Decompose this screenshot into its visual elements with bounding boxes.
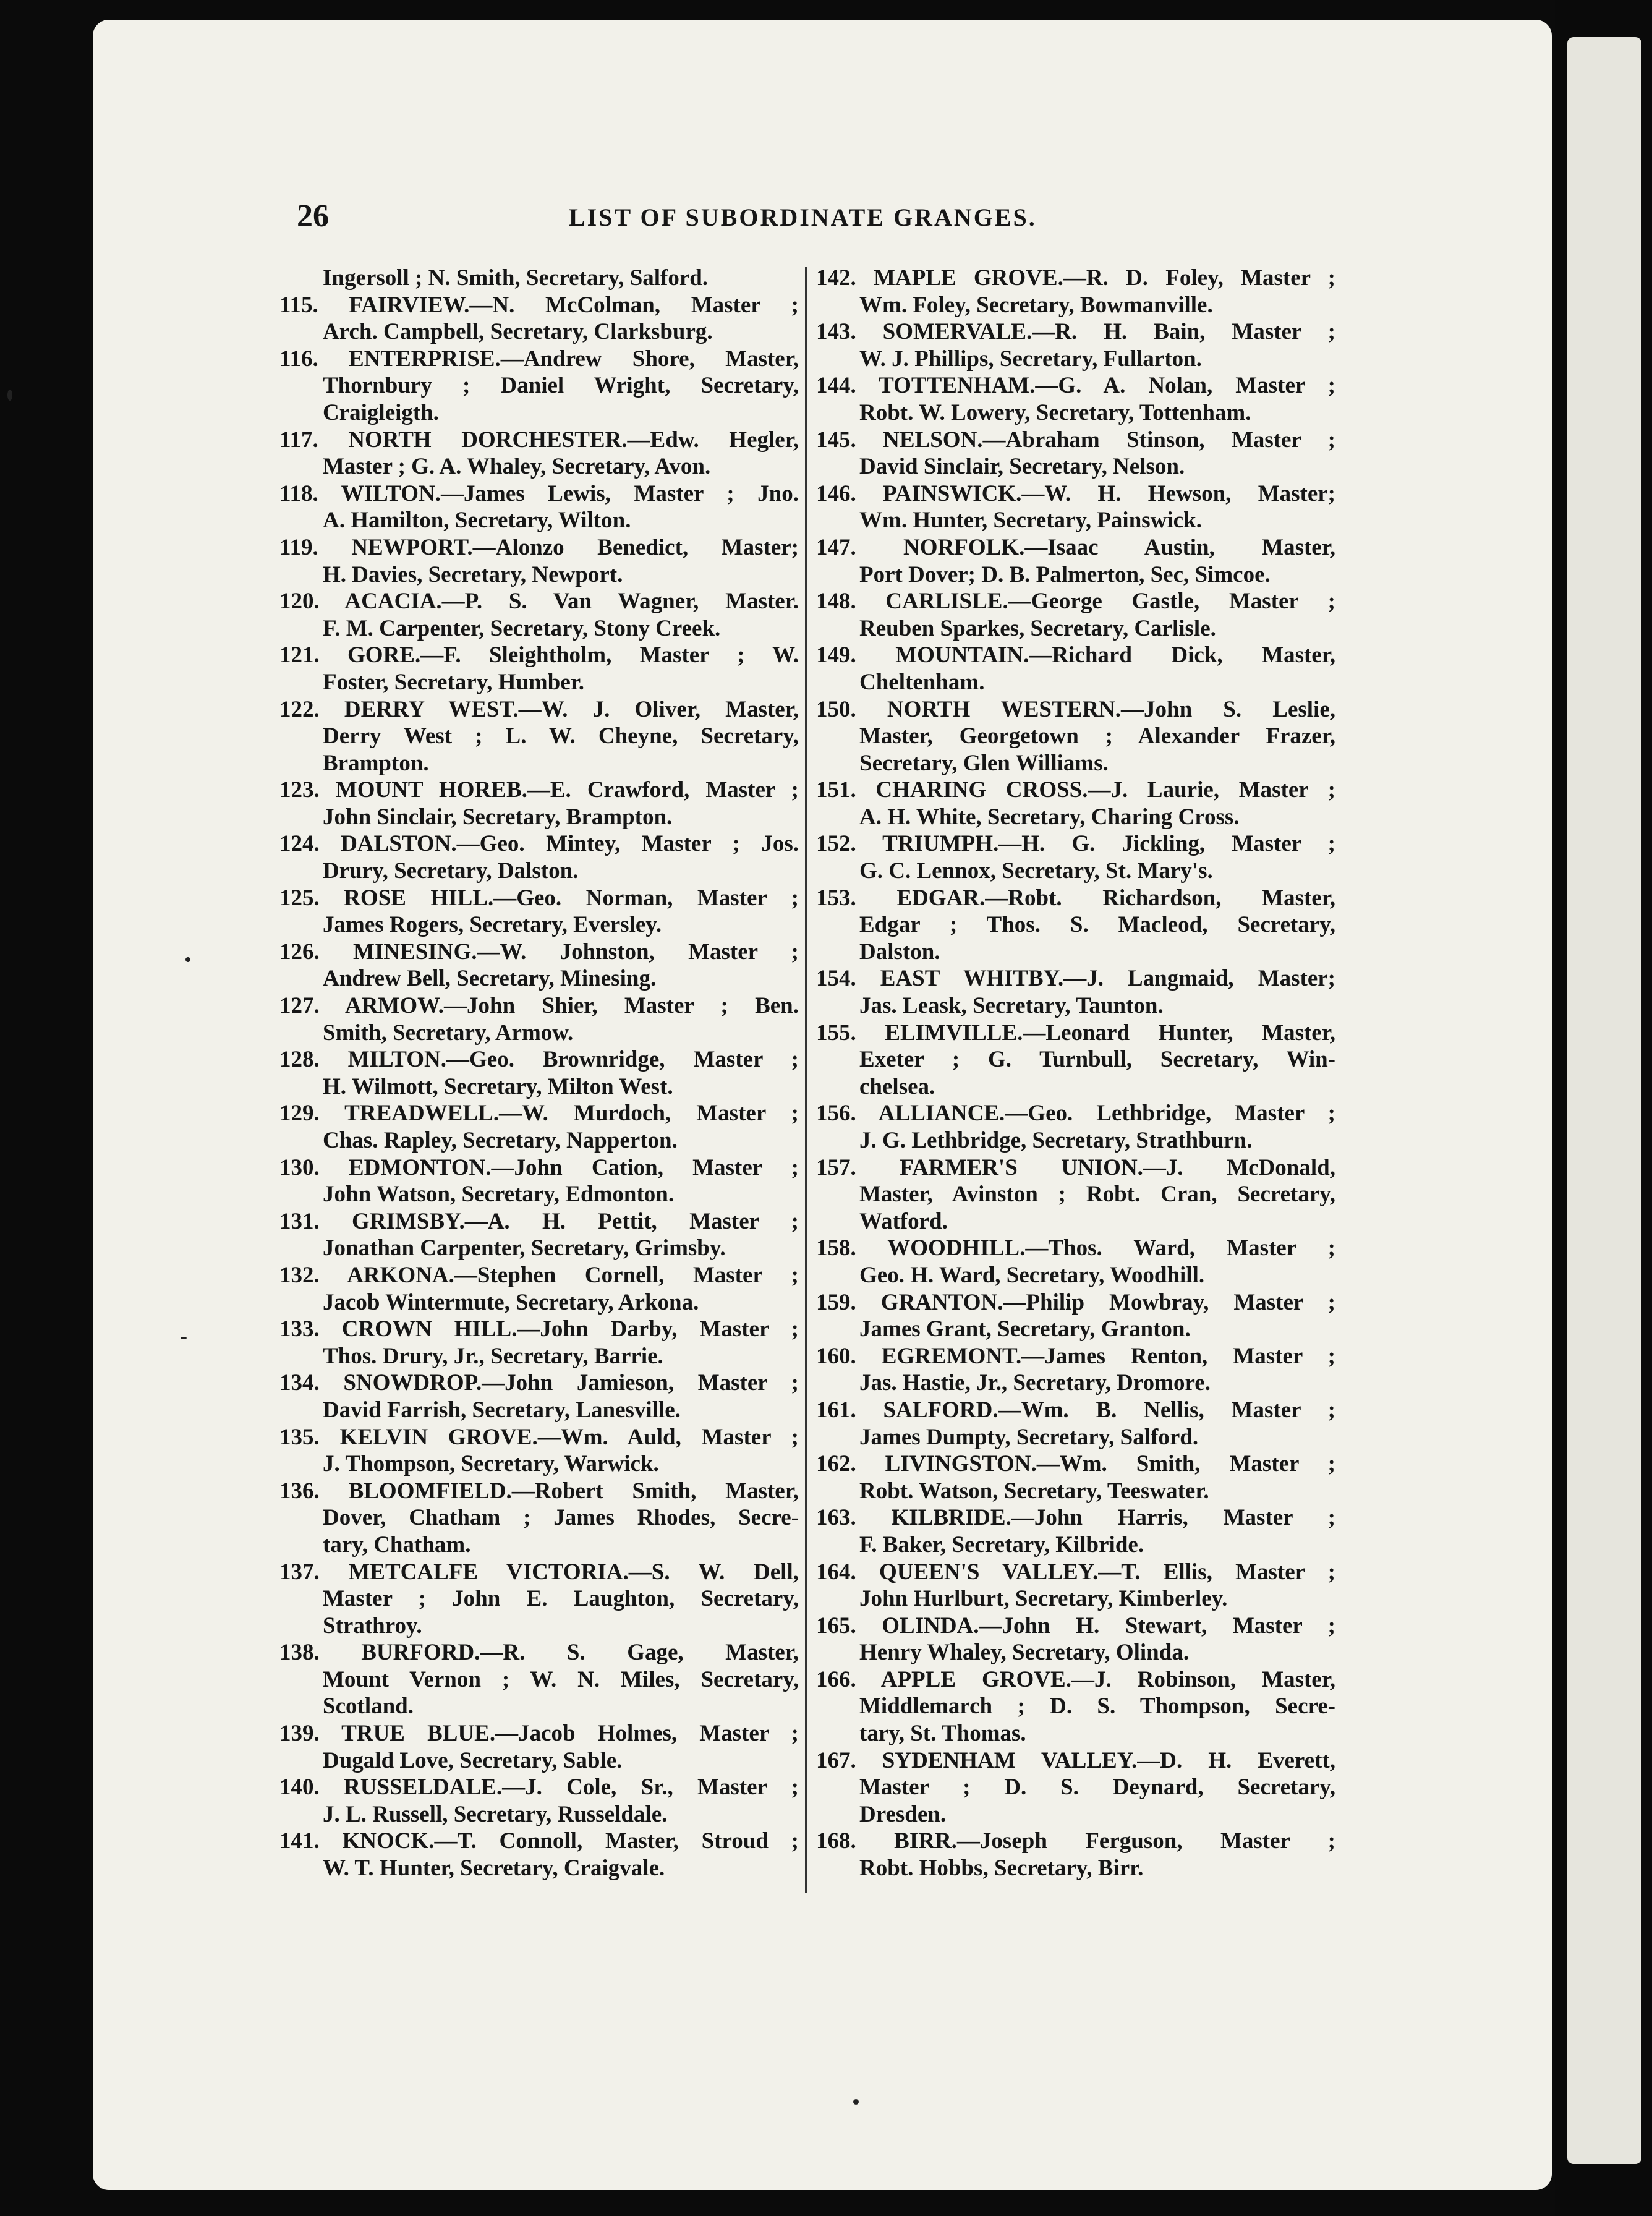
text-line: James Grant, Secretary, Granton. xyxy=(859,1316,1191,1342)
text-line: 167. SYDENHAM VALLEY.—D. H. Everett, xyxy=(816,1747,1335,1773)
text-line: John Hurlburt, Secretary, Kimberley. xyxy=(859,1586,1228,1612)
text-line: A. H. White, Secretary, Charing Cross. xyxy=(859,804,1240,830)
text-line: 166. APPLE GROVE.—J. Robinson, Master, xyxy=(816,1666,1335,1692)
text-line: James Rogers, Secretary, Eversley. xyxy=(323,912,662,938)
text-line: James Dumpty, Secretary, Salford. xyxy=(859,1424,1199,1450)
text-line: 149. MOUNTAIN.—Richard Dick, Master, xyxy=(816,642,1335,668)
text-line: David Farrish, Secretary, Lanesville. xyxy=(323,1397,681,1423)
text-line: Thornbury ; Daniel Wright, Secretary, xyxy=(323,373,799,399)
text-line: 158. WOODHILL.—Thos. Ward, Master ; xyxy=(816,1235,1335,1261)
text-line: J. G. Lethbridge, Secretary, Strathburn. xyxy=(859,1128,1253,1153)
text-line: Brampton. xyxy=(323,750,429,776)
text-line: 164. QUEEN'S VALLEY.—T. Ellis, Master ; xyxy=(816,1559,1335,1585)
text-line: 156. ALLIANCE.—Geo. Lethbridge, Master ; xyxy=(816,1101,1335,1127)
text-line: Dalston. xyxy=(859,939,940,965)
text-line: 148. CARLISLE.—George Gastle, Master ; xyxy=(816,589,1335,615)
text-line: 120. ACACIA.—P. S. Van Wagner, Master. xyxy=(279,589,799,615)
text-line: Thos. Drury, Jr., Secretary, Barrie. xyxy=(323,1343,663,1369)
text-line: 123. MOUNT HOREB.—E. Crawford, Master ; xyxy=(279,777,799,803)
text-line: Jas. Hastie, Jr., Secretary, Dromore. xyxy=(859,1370,1211,1396)
text-line: 118. WILTON.—James Lewis, Master ; Jno. xyxy=(279,480,799,506)
page-title: LIST OF SUBORDINATE GRANGES. xyxy=(569,203,1037,231)
text-line: 130. EDMONTON.—John Cation, Master ; xyxy=(279,1154,799,1180)
text-line: F. Baker, Secretary, Kilbride. xyxy=(859,1532,1144,1558)
text-line: 145. NELSON.—Abraham Stinson, Master ; xyxy=(816,427,1335,453)
text-line: Robt. Hobbs, Secretary, Birr. xyxy=(859,1856,1144,1881)
text-line: 137. METCALFE VICTORIA.—S. W. Dell, xyxy=(279,1559,799,1585)
text-line: 141. KNOCK.—T. Connoll, Master, Stroud ; xyxy=(279,1828,799,1854)
text-line: 135. KELVIN GROVE.—Wm. Auld, Master ; xyxy=(279,1424,799,1450)
text-line: 160. EGREMONT.—James Renton, Master ; xyxy=(816,1343,1335,1369)
text-line: 136. BLOOMFIELD.—Robert Smith, Master, xyxy=(279,1478,799,1504)
text-line: 151. CHARING CROSS.—J. Laurie, Master ; xyxy=(816,777,1335,803)
column-divider xyxy=(805,267,807,1893)
left-column xyxy=(279,265,799,1882)
text-line: Master, Georgetown ; Alexander Frazer, xyxy=(859,723,1335,749)
text-line: Wm. Foley, Secretary, Bowmanville. xyxy=(859,292,1213,318)
text-line: 128. MILTON.—Geo. Brownridge, Master ; xyxy=(279,1047,799,1073)
text-line: David Sinclair, Secretary, Nelson. xyxy=(859,454,1185,480)
text-line: F. M. Carpenter, Secretary, Stony Creek. xyxy=(323,615,721,641)
text-line: 125. ROSE HILL.—Geo. Norman, Master ; xyxy=(279,885,799,911)
page-mark xyxy=(853,2099,859,2105)
text-line: Reuben Sparkes, Secretary, Carlisle. xyxy=(859,615,1216,641)
text-line: J. L. Russell, Secretary, Russeldale. xyxy=(323,1801,668,1827)
text-line: 143. SOMERVALE.—R. H. Bain, Master ; xyxy=(816,319,1335,345)
text-line: tary, Chatham. xyxy=(323,1532,471,1558)
text-line: Jacob Wintermute, Secretary, Arkona. xyxy=(323,1289,699,1315)
text-line: Secretary, Glen Williams. xyxy=(859,750,1109,776)
text-line: 138. BURFORD.—R. S. Gage, Master, xyxy=(279,1640,799,1666)
text-line: 159. GRANTON.—Philip Mowbray, Master ; xyxy=(816,1289,1335,1315)
text-line: John Watson, Secretary, Edmonton. xyxy=(323,1182,675,1208)
text-line: 140. RUSSELDALE.—J. Cole, Sr., Master ; xyxy=(279,1775,799,1800)
text-line: Watford. xyxy=(859,1208,948,1234)
text-line: H. Wilmott, Secretary, Milton West. xyxy=(323,1073,673,1099)
text-line: Arch. Campbell, Secretary, Clarksburg. xyxy=(323,319,713,345)
text-line: 119. NEWPORT.—Alonzo Benedict, Master; xyxy=(279,534,799,560)
text-line: 165. OLINDA.—John H. Stewart, Master ; xyxy=(816,1613,1335,1639)
text-line: 116. ENTERPRISE.—Andrew Shore, Master, xyxy=(279,346,799,372)
adjacent-page-edge xyxy=(1567,37,1641,2164)
text-line: 152. TRIUMPH.—H. G. Jickling, Master ; xyxy=(816,831,1335,857)
text-line: 126. MINESING.—W. Johnston, Master ; xyxy=(279,939,799,965)
text-line: 147. NORFOLK.—Isaac Austin, Master, xyxy=(816,534,1335,560)
text-line: Scotland. xyxy=(323,1694,414,1720)
right-column xyxy=(816,265,1335,1882)
text-line: Port Dover; D. B. Palmerton, Sec, Simcoe. xyxy=(859,561,1271,587)
text-line: J. Thompson, Secretary, Warwick. xyxy=(323,1451,659,1477)
margin-mark xyxy=(7,390,12,401)
margin-mark xyxy=(181,1337,187,1339)
text-line: Smith, Secretary, Armow. xyxy=(323,1020,574,1046)
text-line: 162. LIVINGSTON.—Wm. Smith, Master ; xyxy=(816,1451,1335,1477)
text-line: Master ; John E. Laughton, Secretary, xyxy=(323,1586,799,1612)
text-line: 163. KILBRIDE.—John Harris, Master ; xyxy=(816,1505,1335,1531)
text-line: 134. SNOWDROP.—John Jamieson, Master ; xyxy=(279,1370,799,1396)
text-line: 131. GRIMSBY.—A. H. Pettit, Master ; xyxy=(279,1208,799,1234)
text-line: 124. DALSTON.—Geo. Mintey, Master ; Jos. xyxy=(279,831,799,857)
text-line: 154. EAST WHITBY.—J. Langmaid, Master; xyxy=(816,966,1335,992)
text-line: Andrew Bell, Secretary, Minesing. xyxy=(323,966,657,992)
text-line: Chas. Rapley, Secretary, Napperton. xyxy=(323,1128,678,1153)
text-line: A. Hamilton, Secretary, Wilton. xyxy=(323,508,631,534)
text-line: Exeter ; G. Turnbull, Secretary, Win- xyxy=(859,1047,1335,1073)
text-line: Mount Vernon ; W. N. Miles, Secretary, xyxy=(323,1666,799,1692)
text-line: chelsea. xyxy=(859,1073,935,1099)
text-line: Wm. Hunter, Secretary, Painswick. xyxy=(859,508,1202,534)
text-line: tary, St. Thomas. xyxy=(859,1721,1026,1747)
text-line: 117. NORTH DORCHESTER.—Edw. Hegler, xyxy=(279,427,799,453)
text-line: 144. TOTTENHAM.—G. A. Nolan, Master ; xyxy=(816,373,1335,399)
text-line: Master ; G. A. Whaley, Secretary, Avon. xyxy=(323,454,711,480)
text-line: Jas. Leask, Secretary, Taunton. xyxy=(859,993,1164,1019)
text-line: Master ; D. S. Deynard, Secretary, xyxy=(859,1775,1335,1800)
text-line: 142. MAPLE GROVE.—R. D. Foley, Master ; xyxy=(816,265,1335,291)
text-line: H. Davies, Secretary, Newport. xyxy=(323,561,623,587)
text-line: G. C. Lennox, Secretary, St. Mary's. xyxy=(859,858,1213,884)
text-line: 153. EDGAR.—Robt. Richardson, Master, xyxy=(816,885,1335,911)
text-line: Geo. H. Ward, Secretary, Woodhill. xyxy=(859,1262,1205,1288)
text-line: 150. NORTH WESTERN.—John S. Leslie, xyxy=(816,696,1335,722)
text-line: Middlemarch ; D. S. Thompson, Secre- xyxy=(859,1694,1335,1720)
text-line: 129. TREADWELL.—W. Murdoch, Master ; xyxy=(279,1101,799,1127)
text-line: 161. SALFORD.—Wm. B. Nellis, Master ; xyxy=(816,1397,1335,1423)
text-line: 133. CROWN HILL.—John Darby, Master ; xyxy=(279,1316,799,1342)
text-line: W. T. Hunter, Secretary, Craigvale. xyxy=(323,1856,665,1881)
text-line: Derry West ; L. W. Cheyne, Secretary, xyxy=(323,723,799,749)
text-line: 132. ARKONA.—Stephen Cornell, Master ; xyxy=(279,1262,799,1288)
text-line: 139. TRUE BLUE.—Jacob Holmes, Master ; xyxy=(279,1721,799,1747)
text-line: Henry Whaley, Secretary, Olinda. xyxy=(859,1640,1190,1666)
text-line: Edgar ; Thos. S. Macleod, Secretary, xyxy=(859,912,1335,938)
text-line: John Sinclair, Secretary, Brampton. xyxy=(323,804,673,830)
text-line: W. J. Phillips, Secretary, Fullarton. xyxy=(859,346,1202,372)
text-line: 115. FAIRVIEW.—N. McColman, Master ; xyxy=(279,292,799,318)
text-line: Strathroy. xyxy=(323,1613,422,1639)
page-number: 26 xyxy=(297,198,329,234)
text-line: Master, Avinston ; Robt. Cran, Secretary, xyxy=(859,1182,1335,1208)
text-line: Foster, Secretary, Humber. xyxy=(323,669,585,695)
text-line: 122. DERRY WEST.—W. J. Oliver, Master, xyxy=(279,696,799,722)
text-line: Robt. Watson, Secretary, Teeswater. xyxy=(859,1478,1209,1504)
margin-mark xyxy=(185,957,190,962)
text-line: 155. ELIMVILLE.—Leonard Hunter, Master, xyxy=(816,1020,1335,1046)
text-line: Cheltenham. xyxy=(859,669,985,695)
text-line: Jonathan Carpenter, Secretary, Grimsby. xyxy=(323,1235,726,1261)
text-line: Ingersoll ; N. Smith, Secretary, Salford. xyxy=(323,265,709,291)
text-line: 168. BIRR.—Joseph Ferguson, Master ; xyxy=(816,1828,1335,1854)
text-line: Dover, Chatham ; James Rhodes, Secre- xyxy=(323,1505,799,1531)
text-line: Craigleigth. xyxy=(323,399,440,425)
text-line: Robt. W. Lowery, Secretary, Tottenham. xyxy=(859,399,1251,425)
text-line: Dugald Love, Secretary, Sable. xyxy=(323,1747,623,1773)
text-line: 157. FARMER'S UNION.—J. McDonald, xyxy=(816,1154,1335,1180)
text-line: Dresden. xyxy=(859,1801,947,1827)
text-line: 121. GORE.—F. Sleightholm, Master ; W. xyxy=(279,642,799,668)
text-line: 127. ARMOW.—John Shier, Master ; Ben. xyxy=(279,993,799,1019)
text-line: 146. PAINSWICK.—W. H. Hewson, Master; xyxy=(816,480,1335,506)
text-line: Drury, Secretary, Dalston. xyxy=(323,858,579,884)
